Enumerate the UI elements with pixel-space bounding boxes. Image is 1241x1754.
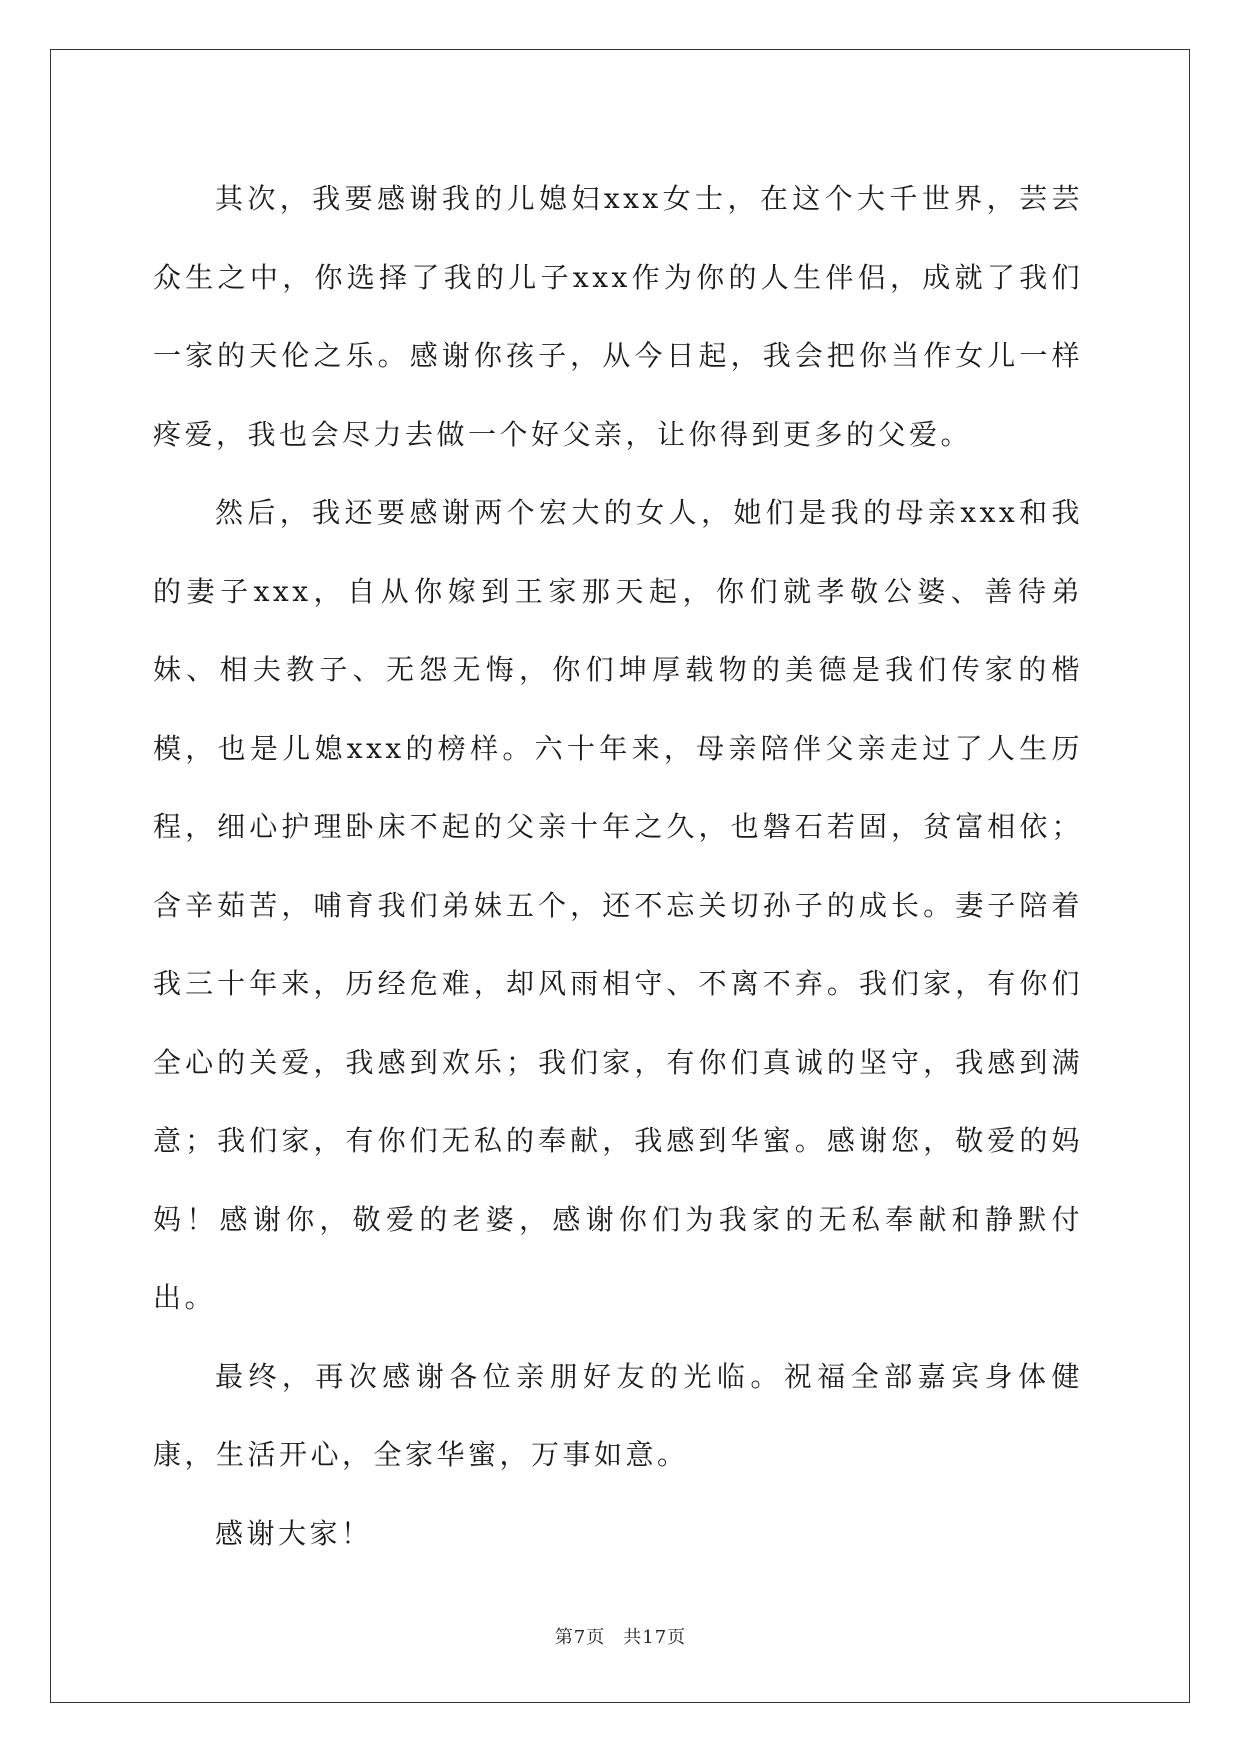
- paragraph-thanks-mother-and-wife: 然后，我还要感谢两个宏大的女人，她们是我的母亲xxx和我的妻子xxx，自从你嫁到王家那天起，你们就孝敬公婆、善待弟妹、相夫教子、无怨无悔，你们坤厚载物的美德是我们传家的楷模，也是儿媳xxx的榜样。六十年来，母亲陪伴父亲走过了人生历程，细心护理卧床不起的父亲十年之久，也磐石若固，贫富相依；含辛茹苦，哺育我们弟妹五个，还不忘关切孙子的成长。妻子陪着我三十年来，历经危难，却风雨相守、不离不弃。我们家，有你们全心的关爱，我感到欢乐；我们家，有你们真诚的坚守，我感到满意；我们家，有你们无私的奉献，我感到华蜜。感谢您，敬爱的妈妈！感谢你，敬爱的老婆，感谢你们为我家的无私奉献和静默付出。: [153, 496, 1083, 1314]
- paragraph-thanks-daughter-in-law: 其次，我要感谢我的儿媳妇xxx女士，在这个大千世界，芸芸众生之中，你选择了我的儿子xxx作为你的人生伴侣，成就了我们一家的天伦之乐。感谢你孩子，从今日起，我会把你当作女儿一样疼爱，我也会尽力去做一个好父亲，让你得到更多的父爱。: [153, 182, 1083, 451]
- paragraph-closing: 感谢大家！: [215, 1516, 373, 1550]
- page-number-current: 第7页: [554, 1627, 606, 1648]
- document-body: [153, 160, 1083, 1573]
- paragraph-thanks-guests: 最终，再次感谢各位亲朋好友的光临。祝福全部嘉宾身体健康，生活开心，全家华蜜，万事如意。: [153, 1359, 1083, 1471]
- page-number-total: 共17页: [623, 1627, 687, 1648]
- page-footer: [0, 1627, 1241, 1649]
